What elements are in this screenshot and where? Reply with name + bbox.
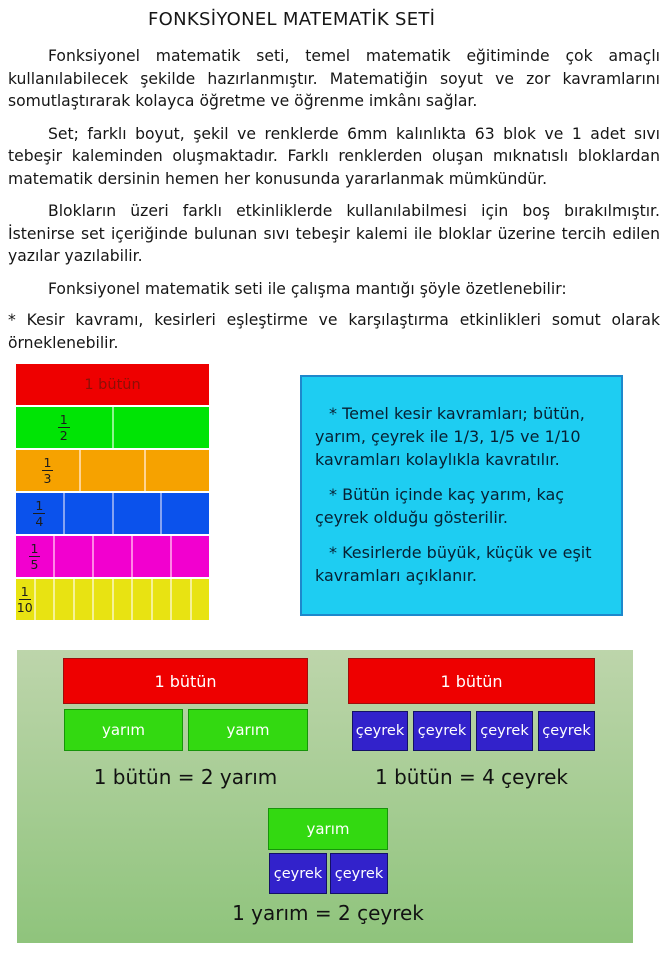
- quarter-bar-label: çeyrek: [273, 865, 323, 882]
- info-bullet: * Temel kesir kavramları; bütün, yarım, çeyrek ile 1/3, 1/5 ve 1/10 kavramları kolaylıkla kavratılır.: [315, 404, 585, 469]
- fraction-row-half: [16, 407, 209, 448]
- fraction-row-tenth: [16, 579, 209, 620]
- paragraph-set-contents: Set; farklı boyut, şekil ve renklerde 6mm kalınlıkta 63 blok ve 1 adet sıvı tebeşir kaleminden oluşmaktadır. Farklı renklerden oluşan mıknatıslı bloklardan matematik dersinin hemen her konusunda yararlanmak mümkündür.: [8, 124, 660, 188]
- half-bar-label: yarım: [306, 820, 350, 838]
- paragraph-working-logic: Fonksiyonel matematik seti ile çalışma mantığı şöyle özetlenebilir:: [48, 279, 567, 298]
- whole-bar: [63, 658, 308, 704]
- quarter-bar: [413, 711, 471, 751]
- quarter-bar: [330, 853, 388, 894]
- fraction-info-box: [300, 375, 623, 616]
- fraction-cell: [55, 536, 92, 577]
- quarter-bar: [269, 853, 327, 894]
- fraction-strip-table: [16, 364, 209, 622]
- fraction-cell: [114, 579, 132, 620]
- quarter-bar-label: çeyrek: [355, 723, 405, 739]
- fraction-cell: [16, 407, 112, 448]
- quarter-bar-label: çeyrek: [542, 723, 591, 739]
- equation-caption: 1 bütün = 2 yarım: [93, 765, 278, 789]
- quarter-bar-label: çeyrek: [417, 723, 467, 739]
- fraction-cell: [36, 579, 54, 620]
- half-bar: [64, 709, 183, 751]
- quarter-bar: [538, 711, 595, 751]
- fraction-cell: [114, 407, 210, 448]
- fraction-cell: [65, 493, 112, 534]
- info-bullet: * Bütün içinde kaç yarım, kaç çeyrek olduğu gösterilir.: [315, 485, 565, 527]
- fraction-label: $\frac{1}{2}$: [59, 411, 68, 443]
- whole-bar: [348, 658, 595, 704]
- fraction-cell: [146, 450, 209, 491]
- paragraph-blocks-blank: Blokların üzeri farklı etkinliklerde kullanılabilmesi için boş bırakılmıştır. İstenirse set içeriğinde bulunan sıvı tebeşir kalemi ile bloklar üzerine tercih edilen yazılar yazılabilir.: [8, 202, 660, 265]
- equivalence-panel: [17, 650, 633, 943]
- fraction-cell: [114, 493, 161, 534]
- fraction-cell: [153, 579, 171, 620]
- fraction-figure-area: [0, 364, 669, 630]
- paragraph-intro: Fonksiyonel matematik seti, temel matematik eğitiminde çok amaçlı kullanılabilecek şekilde hazırlanmıştır. Matematiğin soyut ve zor kavramlarını somutlaştırarak kolayca öğretme ve öğrenme imkânı sağlar.: [8, 47, 660, 110]
- fraction-row-quarter: [16, 493, 209, 534]
- fraction-label: $\frac{1}{3}$: [43, 454, 52, 486]
- fraction-cell: [75, 579, 93, 620]
- equation-caption: 1 bütün = 4 çeyrek: [374, 765, 568, 789]
- equation-caption: 1 yarım = 2 çeyrek: [232, 901, 424, 925]
- fraction-cell: [172, 579, 190, 620]
- fraction-cell: [192, 579, 210, 620]
- quarter-bar-label: çeyrek: [334, 865, 384, 882]
- document-page: [0, 9, 669, 969]
- fraction-cell: [81, 450, 144, 491]
- fraction-label: $\frac{1}{10}$: [16, 583, 33, 615]
- fraction-cell: [172, 536, 209, 577]
- fraction-cell: [55, 579, 73, 620]
- fraction-row-whole: [16, 364, 209, 405]
- info-bullet: * Kesirlerde büyük, küçük ve eşit kavramları açıklanır.: [315, 543, 592, 585]
- half-bar-label: yarım: [226, 721, 270, 739]
- fraction-cell: [133, 579, 151, 620]
- fraction-cell: [94, 536, 131, 577]
- whole-label: 1 bütün: [84, 376, 141, 393]
- half-bar: [188, 709, 308, 751]
- page-title: FONKSİYONEL MATEMATİK SETİ: [148, 9, 436, 30]
- quarter-bar: [476, 711, 533, 751]
- fraction-row-third: [16, 450, 209, 491]
- fraction-cell: [94, 579, 112, 620]
- fraction-cell: [16, 493, 63, 534]
- fraction-cell: [16, 536, 53, 577]
- whole-bar-label: 1 bütün: [154, 671, 217, 691]
- fraction-cell: [16, 579, 34, 620]
- fraction-row-fifth: [16, 536, 209, 577]
- fraction-label: $\frac{1}{4}$: [35, 497, 44, 529]
- quarter-bar: [352, 711, 408, 751]
- quarter-bar-label: çeyrek: [480, 723, 529, 739]
- paragraph-fraction-note: * Kesir kavramı, kesirleri eşleştirme ve karşılaştırma etkinlikleri somut olarak örneklenebilir.: [8, 311, 660, 352]
- fraction-cell: [133, 536, 170, 577]
- fraction-cell: [16, 364, 209, 405]
- half-bar: [268, 808, 388, 850]
- fraction-label: $\frac{1}{5}$: [30, 540, 39, 572]
- whole-bar-label: 1 bütün: [440, 671, 503, 691]
- half-bar-label: yarım: [101, 721, 145, 739]
- fraction-cell: [16, 450, 79, 491]
- fraction-cell: [162, 493, 209, 534]
